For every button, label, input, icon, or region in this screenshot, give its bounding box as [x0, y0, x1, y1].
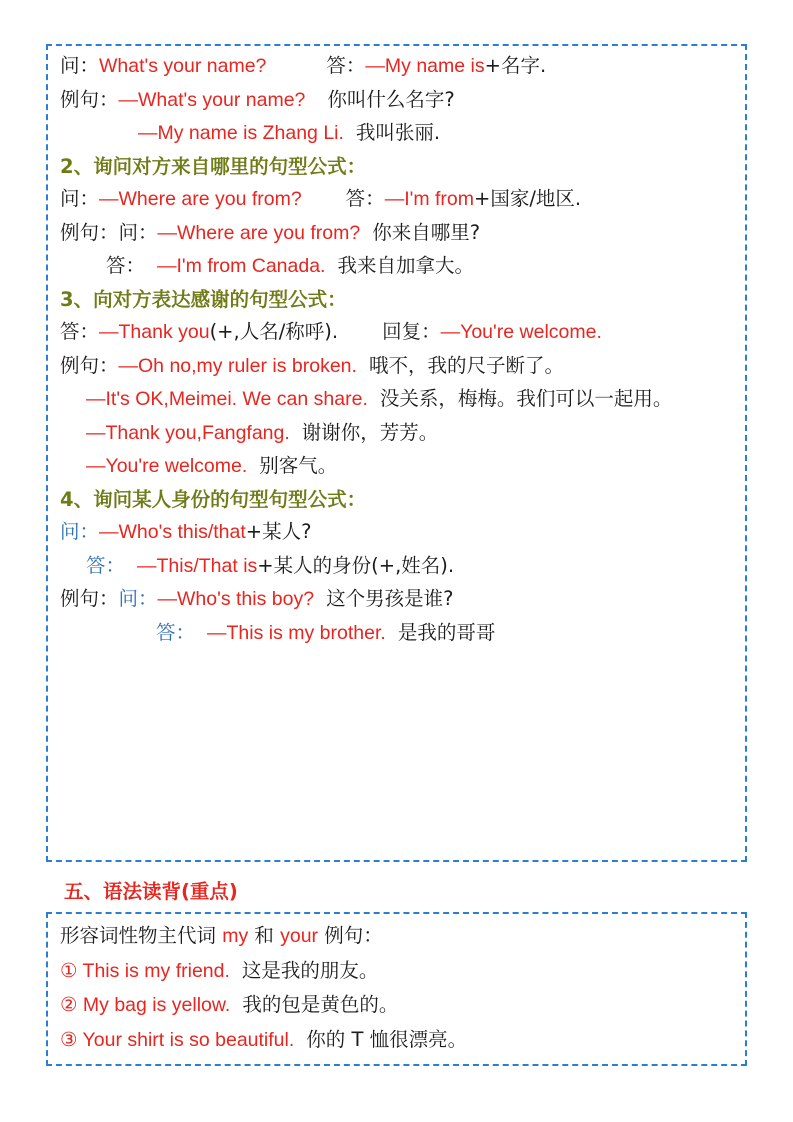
text-segment: 问：: [60, 187, 100, 210]
text-segment: —You're welcome.: [86, 455, 248, 477]
text-segment: ②: [60, 994, 83, 1016]
grammar-item-1: [60, 958, 733, 982]
text-segment: —It's OK,Meimei. We can share.: [86, 388, 368, 410]
text-segment: 答：: [60, 320, 100, 343]
text-segment: 这个男孩是谁?: [326, 587, 454, 610]
text-segment: 回复：: [382, 320, 441, 343]
text-segment: 问：: [118, 220, 158, 244]
text-segment: 别客气。: [259, 454, 338, 477]
text-segment: 答：: [156, 620, 196, 644]
text-segment: 例句：: [60, 353, 119, 377]
text-segment: —Thank you,Fangfang.: [86, 421, 290, 444]
text-segment: —Thank you: [99, 321, 210, 343]
q2-example-2: [60, 256, 733, 277]
text-segment: 问：: [118, 587, 158, 610]
text-segment: —Where are you from?: [99, 188, 302, 210]
text-segment: 是我的哥哥: [397, 620, 496, 644]
text-segment: my: [222, 925, 249, 947]
q4-example-2: [60, 620, 733, 644]
section-4-title: [60, 487, 733, 511]
grammar-item-3: [60, 1027, 733, 1051]
text-segment: 3、向对方表达感谢的句型公式：: [60, 287, 347, 311]
q2-example-1: [60, 220, 733, 244]
q1-ask: [60, 56, 733, 77]
text-segment: 例句：: [60, 220, 119, 244]
text-segment: (+,人名/称呼).: [209, 320, 339, 343]
text-segment: 你的 T 恤很漂亮。: [306, 1027, 468, 1051]
text-segment: —My name is Zhang Li.: [138, 122, 344, 144]
text-segment: —I'm from Canada.: [157, 255, 326, 277]
text-segment: —Where are you from?: [157, 221, 361, 244]
text-segment: —This/That is: [137, 554, 258, 577]
q1-example-2: [60, 123, 733, 144]
section-five-title: 五、语法读背(重点): [64, 880, 238, 903]
text-segment: —Who's this/that: [99, 521, 246, 543]
text-segment: +某人?: [245, 520, 312, 543]
text-segment: 我的包是黄色的。: [242, 993, 399, 1016]
text-segment: 谢谢你，芳芳。: [301, 420, 439, 444]
text-segment: This is my friend.: [82, 959, 230, 982]
text-segment: 我叫张丽.: [355, 121, 441, 144]
text-segment: your: [280, 925, 319, 947]
q3-example-3: [60, 420, 733, 444]
text-segment: 问：: [60, 54, 100, 77]
q3-example-1: [60, 353, 733, 377]
text-segment: —What's your name?: [118, 88, 306, 111]
text-segment: Your shirt is so beautiful.: [82, 1028, 295, 1051]
text-segment: 例句：: [318, 924, 383, 947]
text-segment: +某人的身份(+,姓名).: [257, 553, 455, 577]
text-segment: +名字.: [484, 54, 547, 77]
text-segment: 和: [248, 924, 281, 947]
text-segment: —Oh no,my ruler is broken.: [118, 354, 357, 377]
text-segment: 没关系，梅梅。我们可以一起用。: [379, 387, 673, 410]
text-segment: —This is my brother.: [207, 621, 386, 644]
q4-ask: [60, 522, 733, 543]
q3-answer: [60, 322, 733, 343]
text-segment: —Who's this boy?: [157, 588, 315, 610]
section-2-title: [60, 154, 733, 178]
text-segment: 答：: [326, 54, 366, 77]
text-segment: ③: [60, 1028, 83, 1051]
text-segment: 例句：: [60, 587, 119, 610]
text-segment: 这是我的朋友。: [241, 958, 379, 982]
q3-example-2: [60, 389, 733, 410]
text-segment: 2、询问对方来自哪里的句型公式：: [60, 154, 367, 178]
text-segment: 你叫什么名字?: [327, 87, 455, 111]
text-segment: 答：: [345, 187, 385, 210]
grammar-intro: [60, 926, 733, 947]
text-segment: 哦不，我的尺子断了。: [368, 353, 564, 377]
text-segment: —You're welcome.: [440, 321, 602, 343]
q2-ask: [60, 189, 733, 210]
text-segment: 形容词性物主代词: [60, 924, 223, 947]
grammar-item-2: [60, 995, 733, 1016]
sentence-patterns-box: [46, 44, 747, 862]
text-segment: 4、询问某人身份的句型句型公式：: [60, 487, 367, 511]
text-segment: —My name is: [365, 55, 485, 77]
text-segment: 答：: [106, 254, 146, 277]
q4-example-1: [60, 589, 733, 610]
q3-example-4: [60, 456, 733, 477]
text-segment: ①: [60, 959, 83, 982]
text-segment: 我来自加拿大。: [337, 254, 474, 277]
text-segment: 例句：: [60, 87, 119, 111]
text-segment: —I'm from: [384, 188, 474, 210]
text-segment: My bag is yellow.: [82, 994, 231, 1016]
grammar-box: [46, 912, 747, 1066]
q4-answer: [60, 553, 733, 577]
text-segment: +国家/地区.: [474, 187, 582, 210]
q1-example-1: [60, 87, 733, 111]
text-segment: 问：: [60, 520, 100, 543]
text-segment: 答：: [86, 553, 126, 577]
text-segment: 你来自哪里?: [372, 220, 481, 244]
section-3-title: [60, 287, 733, 311]
text-segment: What's your name?: [99, 55, 267, 77]
